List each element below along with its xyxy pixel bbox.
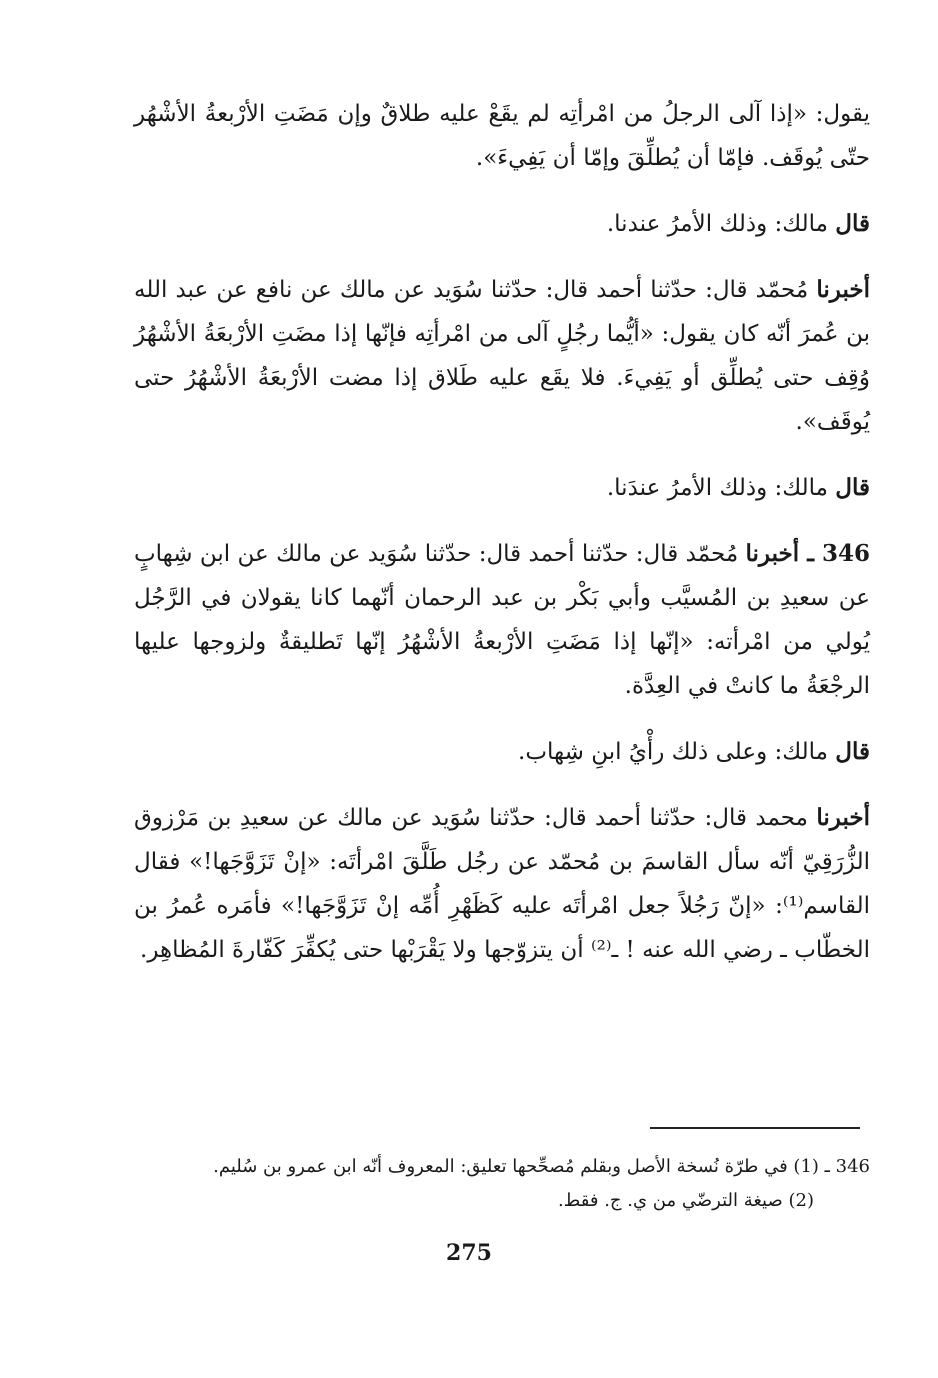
- paragraph-6: [134, 730, 870, 774]
- paragraph-text: مالك: وعلى ذلك رأْيُ ابنِ شِهاب.: [518, 739, 828, 765]
- paragraph-1: [134, 92, 870, 180]
- paragraph-lead: 346 ـ أخبرنا: [745, 540, 870, 567]
- paragraph-3: [134, 268, 870, 444]
- paragraph-7: [134, 796, 870, 972]
- paragraph-text: مُحمّد قال: حدّثنا أحمد قال: حدّثنا سُوَيد عن مالك عن ابن شِهابٍ عن سعيدِ بن المُسيَّب وأبي بَكْر بن عبد الرحمان أنّهما كانا يقولان في الرَّجُل يُولي من امْرأته: «إنّها إذا مَضَتِ الأرْبعةُ الأشْهُرُ إنّها تَطليقةٌ ولزوجها عليها الرجْعَةُ ما كانتْ في العِدَّة.: [134, 541, 870, 699]
- paragraph-text: مالك: وذلك الأمرُ عندَنا.: [606, 475, 828, 501]
- paragraph-lead: قال: [835, 474, 870, 501]
- paragraph-text: مالك: وذلك الأمرُ عندنا.: [606, 211, 828, 237]
- paragraph-lead: قال: [835, 210, 870, 237]
- paragraph-5: [134, 532, 870, 708]
- paragraph-text: محمد قال: حدّثنا أحمد قال: حدّثنا سُوَيد عن مالك عن سعيدِ بن مَرْزوق الزُّرَقِيّ أنّه سأل القاسمَ بن مُحمّد عن رجُل طَلَّقَ امْرأتَه: «إنْ تَزَوَّجَها!» فقال القاسم⁽¹⁾: «إنّ رَجُلاً جعل امْرأتَه عليه كَظَهْرِ أُمِّه إنْ تَزَوَّجَها!» فأمَره عُمرُ بن الخطّاب ـ رضي الله عنه ! ـ⁽²⁾ أن يتزوّجها ولا يَقْرَبْها حتى يُكفِّرَ كَفّارةَ المُظاهِر.: [134, 805, 870, 963]
- paragraph-lead: قال: [835, 738, 870, 765]
- paragraph-4: [134, 466, 870, 510]
- paragraph-lead: أخبرنا: [816, 276, 871, 303]
- footnote-1: 346 ـ (1) في طرّة نُسخة الأصل وبقلم مُصحِّحها تعليق: المعروف أنّه ابن عمرو بن سُليم.: [213, 1156, 870, 1177]
- footnote-2: (2) صيغة الترضّي من ي. ج. فقط.: [557, 1190, 814, 1211]
- footnotes: [134, 1150, 870, 1218]
- paragraph-2: [134, 202, 870, 246]
- paragraph-lead: أخبرنا: [816, 804, 870, 831]
- page-number: 275: [446, 1240, 492, 1266]
- footnote-divider: [650, 1127, 860, 1129]
- paragraph-text: مُحمّد قال: حدّثنا أحمد قال: حدّثنا سُوَيد عن مالك عن نافع عن عبد الله بن عُمرَ أنّه كان يقول: «أيُّما رجُلٍ آلى من امْرأتِه فإنّها إذا مضَتِ الأرْبعَةُ الأشْهُرُ وُقِف حتى يُطلِّق أو يَفِيءَ. فلا يقَع عليه طَلاق إذا مضت الأرْبعَةُ الأشْهُرُ حتى يُوقَف».: [134, 277, 870, 435]
- page-body: [134, 92, 870, 972]
- paragraph-text: يقول: «إذا آلى الرجلُ من امْرأتِه لم يقَعْ عليه طلاقٌ وإن مَضَتِ الأرْبعةُ الأشْهُر حتّى يُوقَف. فإمّا أن يُطلِّقَ وإمّا أن يَفِيءَ».: [134, 101, 870, 171]
